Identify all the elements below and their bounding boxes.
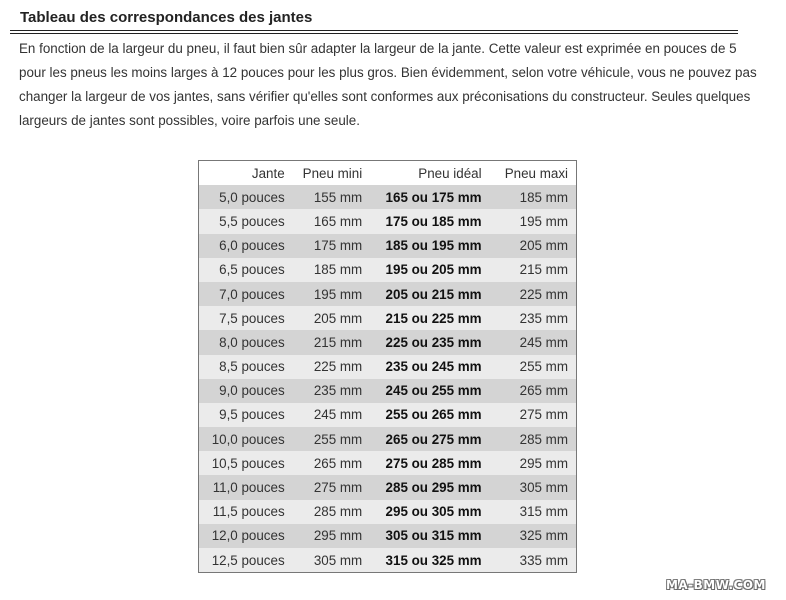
cell-jante: 10,5 pouces <box>211 455 285 471</box>
cell-pneu-maxi: 295 mm <box>519 455 568 471</box>
cell-pneu-ideal: 195 ou 205 mm <box>385 262 482 278</box>
table-row <box>199 524 576 548</box>
intro-paragraph: En fonction de la largeur du pneu, il faut bien sûr adapter la largeur de la jante. Cette valeur est exprimée en pouces de 5 pour les pneus les moins larges à 12 pouces pour les plus gros. Bien évidemment, selon votre véhicule, vous ne pouvez pas changer la largeur de vos jantes, sans vérifier qu'elles sont conformes aux préconisations du constructeur. Seules quelques largeurs de jantes sont possibles, voire parfois une seule. <box>19 41 757 128</box>
cell-pneu-mini: 245 mm <box>313 407 363 423</box>
cell-jante: 9,0 pouces <box>219 383 285 399</box>
cell-jante: 12,0 pouces <box>211 528 285 544</box>
table-row <box>199 379 576 403</box>
header-jante: Jante <box>199 161 285 185</box>
cell-pneu-mini: 225 mm <box>313 359 363 375</box>
section-title: Tableau des correspondances des jantes <box>20 9 313 26</box>
cell-pneu-ideal: 215 ou 225 mm <box>385 310 482 326</box>
title-divider <box>10 30 738 34</box>
cell-pneu-ideal: 245 ou 255 mm <box>385 383 482 399</box>
cell-jante: 5,0 pouces <box>219 189 285 205</box>
cell-pneu-mini: 255 mm <box>313 431 363 447</box>
cell-pneu-ideal: 275 ou 285 mm <box>385 455 482 471</box>
cell-pneu-maxi: 245 mm <box>519 334 568 350</box>
cell-pneu-mini: 275 mm <box>313 480 363 496</box>
cell-jante: 11,5 pouces <box>212 504 285 520</box>
table-row <box>199 282 576 306</box>
site-watermark: MA-BMW.COM <box>665 578 766 592</box>
cell-jante: 6,0 pouces <box>219 238 285 254</box>
table-row <box>199 500 576 524</box>
cell-jante: 7,0 pouces <box>219 286 285 302</box>
cell-pneu-maxi: 335 mm <box>519 552 568 568</box>
cell-jante: 9,5 pouces <box>219 407 285 423</box>
cell-pneu-ideal: 185 ou 195 mm <box>385 238 482 254</box>
cell-pneu-ideal: 225 ou 235 mm <box>385 334 482 350</box>
cell-jante: 8,0 pouces <box>219 334 285 350</box>
table-row <box>199 330 576 354</box>
header-pneu-mini: Pneu mini <box>285 161 363 185</box>
cell-pneu-maxi: 315 mm <box>519 504 568 520</box>
cell-pneu-mini: 305 mm <box>313 552 363 568</box>
cell-pneu-mini: 165 mm <box>313 213 363 229</box>
cell-pneu-maxi: 225 mm <box>519 286 568 302</box>
cell-pneu-ideal: 175 ou 185 mm <box>385 213 482 229</box>
cell-pneu-mini: 285 mm <box>313 504 363 520</box>
cell-pneu-ideal: 165 ou 175 mm <box>385 189 482 205</box>
cell-pneu-maxi: 215 mm <box>519 262 568 278</box>
table-row <box>199 475 576 499</box>
cell-pneu-maxi: 305 mm <box>519 480 568 496</box>
cell-pneu-ideal: 305 ou 315 mm <box>385 528 482 544</box>
cell-jante: 6,5 pouces <box>219 262 285 278</box>
table-row <box>199 306 576 330</box>
cell-pneu-mini: 155 mm <box>313 189 363 205</box>
cell-pneu-maxi: 325 mm <box>519 528 568 544</box>
cell-pneu-mini: 185 mm <box>313 262 363 278</box>
cell-pneu-maxi: 285 mm <box>519 431 568 447</box>
cell-pneu-mini: 235 mm <box>313 383 363 399</box>
cell-pneu-mini: 175 mm <box>313 238 363 254</box>
cell-jante: 5,5 pouces <box>219 213 285 229</box>
cell-pneu-ideal: 285 ou 295 mm <box>385 480 482 496</box>
table-row <box>199 548 576 572</box>
table-row <box>199 209 576 233</box>
table-row <box>199 258 576 282</box>
cell-jante: 12,5 pouces <box>211 552 285 568</box>
cell-pneu-mini: 205 mm <box>313 310 363 326</box>
table-header-row <box>199 161 576 185</box>
cell-pneu-ideal: 205 ou 215 mm <box>385 286 482 302</box>
table-row <box>199 234 576 258</box>
cell-pneu-maxi: 235 mm <box>519 310 568 326</box>
cell-pneu-mini: 265 mm <box>313 455 363 471</box>
table-row <box>199 185 576 209</box>
cell-jante: 8,5 pouces <box>219 359 285 375</box>
header-pneu-ideal: Pneu idéal <box>362 161 481 185</box>
header-pneu-maxi: Pneu maxi <box>482 161 576 185</box>
table-row <box>199 427 576 451</box>
cell-pneu-ideal: 235 ou 245 mm <box>385 359 482 375</box>
cell-pneu-maxi: 205 mm <box>519 238 568 254</box>
cell-pneu-maxi: 185 mm <box>519 189 568 205</box>
cell-pneu-maxi: 265 mm <box>519 383 568 399</box>
cell-pneu-ideal: 295 ou 305 mm <box>385 504 482 520</box>
table-row <box>199 403 576 427</box>
cell-pneu-ideal: 315 ou 325 mm <box>385 552 482 568</box>
rim-correspondence-table <box>199 161 576 572</box>
table-row <box>199 451 576 475</box>
cell-jante: 10,0 pouces <box>211 431 285 447</box>
rim-table-container <box>198 160 577 573</box>
cell-pneu-ideal: 265 ou 275 mm <box>385 431 482 447</box>
cell-pneu-ideal: 255 ou 265 mm <box>385 407 482 423</box>
table-row <box>199 355 576 379</box>
cell-jante: 11,0 pouces <box>212 480 285 496</box>
cell-pneu-maxi: 275 mm <box>519 407 568 423</box>
cell-pneu-maxi: 255 mm <box>519 359 568 375</box>
cell-pneu-mini: 215 mm <box>313 334 363 350</box>
cell-jante: 7,5 pouces <box>219 310 285 326</box>
cell-pneu-mini: 295 mm <box>313 528 363 544</box>
cell-pneu-mini: 195 mm <box>313 286 363 302</box>
cell-pneu-maxi: 195 mm <box>519 213 568 229</box>
